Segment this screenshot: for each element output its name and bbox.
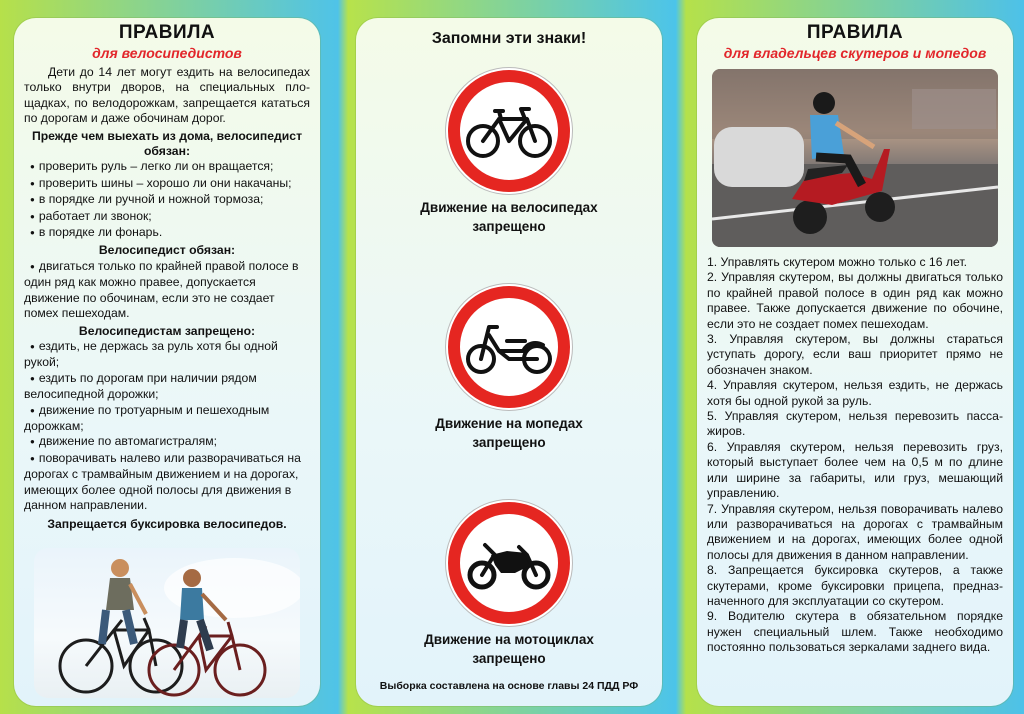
cyclists-photo	[34, 548, 300, 698]
no-bicycles-sign	[448, 70, 570, 192]
caption-line: Движение на велосипедах	[420, 200, 598, 215]
sign-caption	[356, 630, 662, 668]
rule-item: 9. Водителю скутера в обязательном порядке нужен специальный шлем. Также необходимо постоянно пользоваться зеркалами заднего вида.	[707, 609, 1003, 655]
list-item: ● в порядке ли фонарь.	[24, 225, 310, 241]
must-heading: Велосипедист обязан:	[98, 243, 236, 258]
list-item: ● двигаться только по крайней правой полосе в один ряд как можно правее, допускается движение по обочинам, если это не создает помех пешеходам.	[24, 259, 310, 322]
signs-title: Запомни эти знаки!	[431, 30, 587, 47]
cyclist-rules-subtitle: для велосипедистов	[92, 45, 242, 61]
towing-note: Запрещается буксировка велосипедов.	[47, 517, 287, 532]
rule-item: 3. Управляя скутером, вы должны стараться уступать дорогу, если ваш приоритет прямо не обозначен знаком.	[707, 332, 1003, 377]
scooter-photo	[712, 69, 998, 247]
caption-line: запрещено	[472, 219, 546, 234]
list-item: ● проверить руль – легко ли он вращается;	[24, 159, 310, 175]
forbidden-heading: Велосипедистам запрещено:	[78, 323, 256, 338]
sign-caption	[356, 414, 662, 452]
scooter-rules-list	[697, 255, 1013, 656]
rule-item: 5. Управляя скутером, нельзя перевозить пассажиров.	[707, 409, 1003, 439]
list-item: ● ездить по дорогам при наличии рядом велосипедной дорожки;	[24, 371, 310, 403]
signs-panel	[356, 18, 662, 706]
caption-line: запрещено	[472, 651, 546, 666]
sign-block-moped	[356, 286, 662, 452]
rule-item: 8. Запрещается буксировка скутеров, а также скутерами, кроме буксировки прицепа, предназначенного для эксплуатации со скутером.	[707, 563, 1003, 608]
rule-item: 7. Управляя скутером, нельзя поворачивать налево или разворачиваться на дорогах с трамвайным движением и на дорогах, имеющих более одной полосы для движения в данном направлении.	[707, 501, 1003, 562]
scooter-illustration	[712, 69, 998, 247]
caption-line: запрещено	[472, 435, 546, 450]
list-item: ● движение по тротуарным и пешеходным дорожкам;	[24, 403, 310, 435]
list-item: ● работает ли звонок;	[24, 209, 310, 225]
caption-line: Движение на мотоциклах	[424, 632, 594, 647]
scooter-rules-panel	[697, 18, 1013, 706]
list-item: ● проверить шины – хорошо ли они накачаны;	[24, 176, 310, 192]
cyclists-illustration	[34, 548, 300, 698]
list-item: ● движение по автомагистралям;	[24, 434, 310, 450]
cyclist-rules-panel	[14, 18, 320, 706]
list-item: ● поворачивать налево или разворачиваться на дорогах с трамвайным движением и на дорогах, имеющих более одной полосы для движения в данном направлении.	[24, 451, 310, 514]
cyclist-rules-title: ПРАВИЛА	[118, 22, 216, 43]
rule-item: 4. Управляя скутером, нельзя ездить, не держась хотя бы одной рукой за руль.	[707, 378, 1003, 408]
rule-item: 2. Управляя скутером, вы должны двигаться только по крайней правой полосе в один ряд как можно правее. Также допускается движение по обочине, если это не создает помех пешеходам.	[707, 270, 1003, 331]
list-item: ● в порядке ли ручной и ножной тормоза;	[24, 192, 310, 208]
rule-item: 6. Управляя скутером, нельзя перевозить груз, который выступает более чем на 0,5 м по длине или ширине за габариты, или груз, мешающий управлению.	[707, 439, 1003, 501]
before-heading: Прежде чем выехать из дома, велосипедист обязан:	[31, 128, 303, 159]
list-item: ● ездить, не держась за руль хотя бы одной рукой;	[24, 339, 310, 371]
caption-line: Движение на мопедах	[435, 416, 583, 431]
motorcycle-icon	[465, 533, 553, 593]
intro-paragraph: Дети до 14 лет могут ездить на велосипедах только внутри дворов, на специальных площадках, по велодорожкам, запрещается кататься по дорогам и даже обочинам дорог.	[24, 65, 310, 126]
sign-caption	[356, 198, 662, 236]
no-mopeds-sign	[448, 286, 570, 408]
cyclist-rules-text	[14, 65, 320, 533]
sign-block-motorcycle	[356, 502, 662, 668]
scooter-rules-title: ПРАВИЛА	[806, 22, 904, 43]
source-footer: Выборка составлена на основе главы 24 ПДД РФ	[379, 680, 639, 692]
moped-icon	[465, 317, 553, 377]
bicycle-icon	[465, 101, 553, 161]
rule-item: 1. Управлять скутером можно только с 16 лет.	[707, 255, 967, 269]
scooter-rules-subtitle: для владельцев скутеров и мопедов	[723, 45, 987, 61]
no-motorcycles-sign	[448, 502, 570, 624]
sign-block-bicycle	[356, 70, 662, 236]
